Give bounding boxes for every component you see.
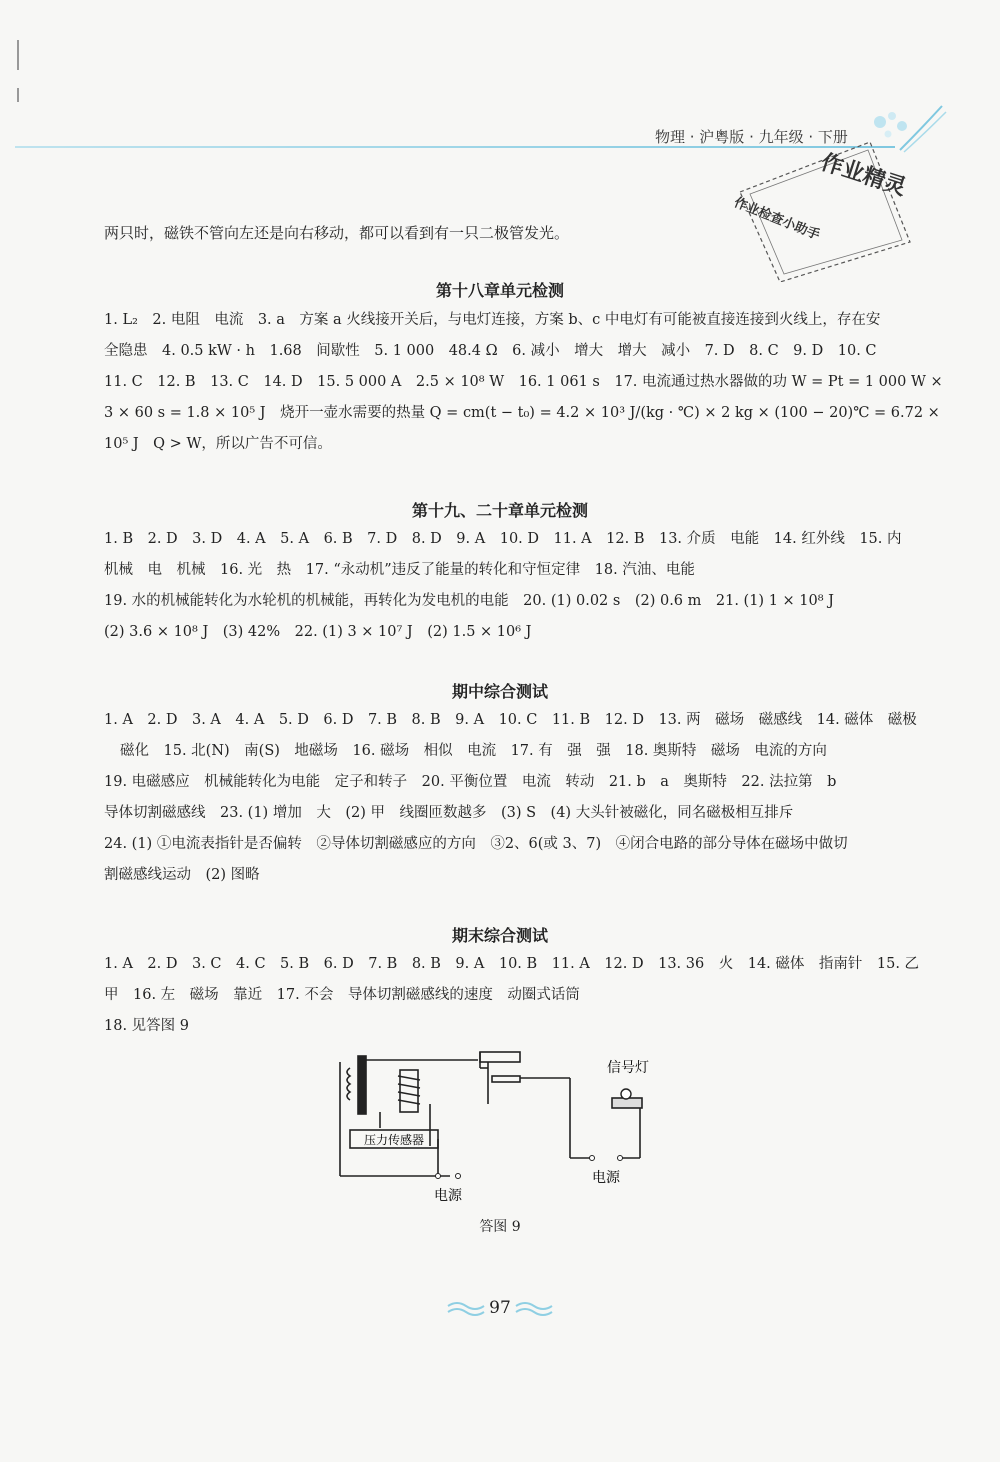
answer-line: 3 × 60 s = 1.8 × 10⁵ J 烧开一壶水需要的热量 Q = cm(t − t₀) = 4.2 × 10³ J/(kg · ℃) × 2 kg × (100 − 20)℃ = 6.72 × [104, 405, 940, 421]
answer-block [104, 705, 917, 891]
answer-line: 11. C 12. B 13. C 14. D 15. 5 000 A 2.5 × 10⁸ W 16. 1 061 s 17. 电流通过热水器做的功 W = Pt = 1 000 W × [104, 374, 943, 390]
answer-block [104, 305, 943, 460]
answer-line: 导体切割磁感线 23. (1) 增加 大 (2) 甲 线圈匝数越多 (3) S (4) 大头针被磁化，同名磁极相互排斥 [104, 805, 794, 821]
answer-line: 1. B 2. D 3. D 4. A 5. A 6. B 7. D 8. D 9. A 10. D 11. A 12. B 13. 介质 电能 14. 红外线 15. 内 [104, 531, 902, 547]
answer-line: 机械 电 机械 16. 光 热 17. “永动机”违反了能量的转化和守恒定律 18. 汽油、电能 [104, 562, 695, 578]
sensor-label: 压力传感器 [363, 1133, 425, 1147]
answer-line: 1. L₂ 2. 电阻 电流 3. a 方案 a 火线接开关后，与电灯连接，方案 b、c 中电灯有可能被直接连接到火线上，存在安 [104, 312, 881, 328]
section-title: 期末综合测试 [451, 926, 548, 945]
answer-line: (2) 3.6 × 10⁸ J (3) 42% 22. (1) 3 × 10⁷ J (2) 1.5 × 10⁶ J [104, 624, 532, 640]
answer-line: 磁化 15. 北(N) 南(S) 地磁场 16. 磁场 相似 电流 17. 有 强 强 18. 奥斯特 磁场 电流的方向 [120, 743, 827, 759]
intro-text: 两只时，磁铁不管向左还是向右移动，都可以看到有一只二极管发光。 [104, 224, 570, 242]
section-title: 期中综合测试 [451, 682, 548, 701]
stamp-subtitle: 作业检查小助手 [731, 195, 822, 244]
answer-line: 19. 电磁感应 机械能转化为电能 定子和转子 20. 平衡位置 电流 转动 21. b a 奥斯特 22. 法拉第 b [104, 774, 837, 790]
power-source-label-right: 电源 [592, 1170, 620, 1186]
terminal [456, 1174, 461, 1179]
margin-mark [17, 40, 19, 70]
terminal [436, 1174, 441, 1179]
stamp-title: 作业精灵 [817, 149, 910, 201]
answer-line: 全隐患 4. 0.5 kW · h 1.68 间歇性 5. 1 000 48.4 Ω 6. 减小 增大 增大 减小 7. D 8. C 9. D 10. C [104, 343, 877, 359]
margin-mark [17, 88, 19, 102]
answer-line: 24. (1) ①电流表指针是否偏转 ②导体切割磁感应的方向 ③2、6(或 3、7) ④闭合电路的部分导体在磁场中做切 [104, 836, 848, 852]
answer-line: 18. 见答图 9 [104, 1018, 190, 1034]
power-source-label-left: 电源 [434, 1188, 462, 1204]
section-title: 第十八章单元检测 [435, 281, 564, 300]
figure-caption: 答图 9 [479, 1219, 521, 1235]
lamp-label: 信号灯 [607, 1060, 649, 1076]
answer-line: 10⁵ J Q > W，所以广告不可信。 [104, 436, 332, 452]
answer-line: 甲 16. 左 磁场 靠近 17. 不会 导体切割磁感线的速度 动圈式话筒 [104, 987, 580, 1003]
wave-decoration-right [514, 1300, 554, 1318]
answer-line: 19. 水的机械能转化为水轮机的机械能，再转化为发电机的电能 20. (1) 0.02 s (2) 0.6 m 21. (1) 1 × 10⁸ J [104, 593, 834, 609]
answer-block [104, 524, 904, 648]
section-title: 第十九、二十章单元检测 [411, 501, 588, 520]
page-number: 97 [489, 1298, 511, 1318]
answer-line: 割磁感线运动 (2) 图略 [104, 867, 260, 883]
terminal [618, 1156, 623, 1161]
header-title: 物理 · 沪粤版 · 九年级 · 下册 [655, 128, 848, 146]
circuit-diagram [330, 1048, 670, 1208]
answer-line: 1. A 2. D 3. A 4. A 5. D 6. D 7. B 8. B 9. A 10. C 11. B 12. D 13. 两 磁场 磁感线 14. 磁体 磁极 [104, 712, 917, 728]
answer-line: 1. A 2. D 3. C 4. C 5. B 6. D 7. B 8. B 9. A 10. B 11. A 12. D 13. 36 火 14. 磁体 指南针 15. 乙 [104, 956, 920, 972]
terminal [590, 1156, 595, 1161]
signal-lamp [621, 1089, 631, 1099]
answer-block [104, 949, 920, 1042]
